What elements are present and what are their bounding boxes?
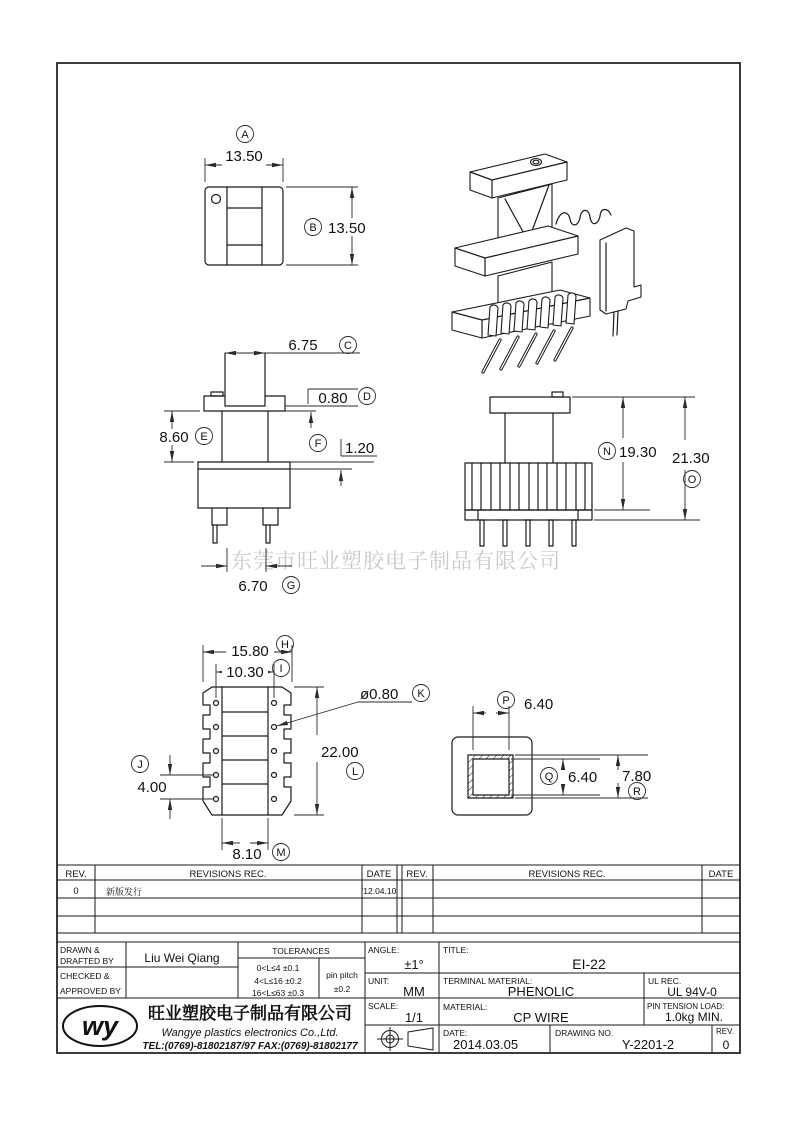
svg-text:H: H — [281, 639, 289, 651]
svg-text:J: J — [137, 759, 143, 771]
svg-text:O: O — [687, 474, 697, 486]
revision-date: '12.04.10 — [361, 886, 397, 896]
checked-by-label-2: APPROVED BY — [60, 986, 121, 996]
drawn-by-label-1: DRAWN & — [60, 945, 100, 955]
dim-K — [277, 685, 430, 727]
svg-text:ø0.80: ø0.80 — [360, 686, 399, 703]
rev-header-right: REV. — [406, 869, 428, 880]
svg-text:4.00: 4.00 — [137, 779, 167, 796]
watermark: 东莞市旺业塑胶电子制品有限公司 — [231, 550, 561, 573]
svg-text:M: M — [276, 847, 286, 859]
tolerance-row-1: 0<L≤4 ±0.1 — [256, 963, 300, 973]
view-plan — [132, 636, 430, 864]
pin-tension-value: 1.0kg MIN. — [664, 1010, 724, 1024]
view-top — [205, 126, 366, 266]
material-value: CP WIRE — [513, 1010, 569, 1025]
drawing-no-label: DRAWING NO. — [555, 1028, 614, 1038]
revision-desc: 新版发行 — [106, 887, 143, 897]
side-pins — [480, 520, 576, 546]
svg-text:Q: Q — [544, 771, 554, 783]
svg-text:F: F — [314, 438, 322, 450]
svg-text:G: G — [286, 580, 296, 592]
unit-value: MM — [403, 984, 425, 999]
drafter-name: Liu Wei Qiang — [144, 951, 220, 965]
svg-text:C: C — [344, 340, 352, 352]
date-value: 2014.03.05 — [453, 1037, 519, 1052]
company-block — [63, 1003, 358, 1052]
company-tel: TEL:(0769)-81802187/97 FAX:(0769)-81802177 — [142, 1041, 358, 1052]
company-logo-icon: wy — [81, 1011, 119, 1041]
svg-text:6.40: 6.40 — [524, 696, 554, 713]
dim-Q — [511, 759, 600, 795]
svg-text:K: K — [417, 688, 425, 700]
svg-text:15.80: 15.80 — [231, 643, 269, 660]
svg-text:6.75: 6.75 — [288, 337, 318, 354]
pin-pitch-value: ±0.2 — [333, 984, 351, 994]
svg-text:R: R — [633, 786, 641, 798]
svg-text:A: A — [241, 129, 249, 141]
comb-ribs — [472, 463, 585, 510]
ul-rec-label: UL REC. — [648, 976, 682, 986]
svg-text:D: D — [363, 391, 371, 403]
checked-by-label-1: CHECKED & — [60, 971, 110, 981]
company-name-en: Wangye plastics electronics Co.,Ltd. — [161, 1027, 339, 1039]
svg-text:21.30: 21.30 — [672, 450, 710, 467]
title-label: TITLE: — [443, 945, 469, 955]
svg-text:0.80: 0.80 — [318, 390, 348, 407]
dim-J — [132, 755, 214, 819]
revisions-table — [57, 865, 740, 933]
terminal-material-label: TERMINAL MATERIAL: — [443, 976, 533, 986]
title-value: EI-22 — [572, 956, 606, 972]
svg-text:1.20: 1.20 — [345, 440, 375, 457]
dim-P — [473, 692, 553, 751]
pin-tension-label: PIN TENSION LOAD: — [647, 1002, 725, 1011]
dim-F — [290, 435, 377, 487]
svg-text:6.70: 6.70 — [238, 578, 268, 595]
dim-A — [205, 126, 283, 183]
svg-text:13.50: 13.50 — [328, 220, 366, 237]
date-header-left: DATE — [366, 869, 392, 880]
plan-holes — [214, 701, 277, 802]
svg-text:7.80: 7.80 — [622, 768, 652, 785]
svg-text:I: I — [279, 663, 283, 675]
svg-text:L: L — [351, 766, 359, 778]
rev-label: REV. — [716, 1027, 734, 1036]
dim-L — [294, 687, 364, 815]
tolerance-row-3: 16<L≤63 ±0.3 — [251, 988, 305, 998]
dim-E — [159, 411, 212, 462]
view-section — [452, 692, 651, 816]
date-header-right: DATE — [708, 869, 734, 880]
title-block — [57, 942, 740, 1053]
scale-value: 1/1 — [404, 1010, 424, 1025]
rev-header-left: REV. — [65, 869, 87, 880]
svg-text:19.30: 19.30 — [619, 444, 657, 461]
svg-text:22.00: 22.00 — [321, 744, 359, 761]
svg-text:B: B — [309, 222, 317, 234]
rev-value: 0 — [722, 1038, 730, 1052]
svg-text:E: E — [200, 431, 208, 443]
dim-I — [216, 660, 290, 699]
angle-label: ANGLE: — [368, 945, 400, 955]
tolerance-row-2: 4<L≤16 ±0.2 — [254, 976, 302, 986]
svg-text:10.30: 10.30 — [226, 664, 264, 681]
revision-number: 0 — [73, 886, 79, 897]
tolerances-title: TOLERANCES — [272, 946, 330, 956]
pin-pitch-label: pin pitch — [326, 970, 358, 980]
svg-text:8.60: 8.60 — [159, 429, 189, 446]
drawing-no-value: Y-2201-2 — [621, 1037, 675, 1052]
view-side — [465, 392, 710, 546]
svg-text:P: P — [502, 695, 510, 707]
ul-rec-value: UL 94V-0 — [667, 985, 717, 999]
drawn-by-label-2: DRAFTED BY — [60, 956, 114, 966]
revisions-header-right: REVISIONS REC. — [528, 869, 606, 880]
svg-text:13.50: 13.50 — [225, 148, 263, 165]
material-label: MATERIAL: — [443, 1002, 488, 1012]
revisions-header-left: REVISIONS REC. — [189, 869, 267, 880]
company-name-cn: 旺业塑胶电子制品有限公司 — [148, 1004, 352, 1023]
svg-text:8.10: 8.10 — [232, 846, 262, 863]
svg-text:6.40: 6.40 — [568, 769, 598, 786]
angle-value: ±1° — [404, 957, 424, 972]
view-isometric — [452, 154, 641, 372]
dim-M — [222, 818, 290, 863]
terminal-material-value: PHENOLIC — [507, 984, 575, 999]
projection-symbol-icon — [377, 1027, 433, 1051]
revision-row — [73, 886, 396, 897]
dim-D — [285, 388, 376, 429]
scale-label: SCALE: — [368, 1001, 399, 1011]
date-label: DATE: — [443, 1028, 468, 1038]
dim-C — [225, 337, 360, 355]
unit-label: UNIT: — [368, 976, 390, 986]
dim-B — [286, 187, 366, 265]
svg-text:N: N — [603, 446, 611, 458]
